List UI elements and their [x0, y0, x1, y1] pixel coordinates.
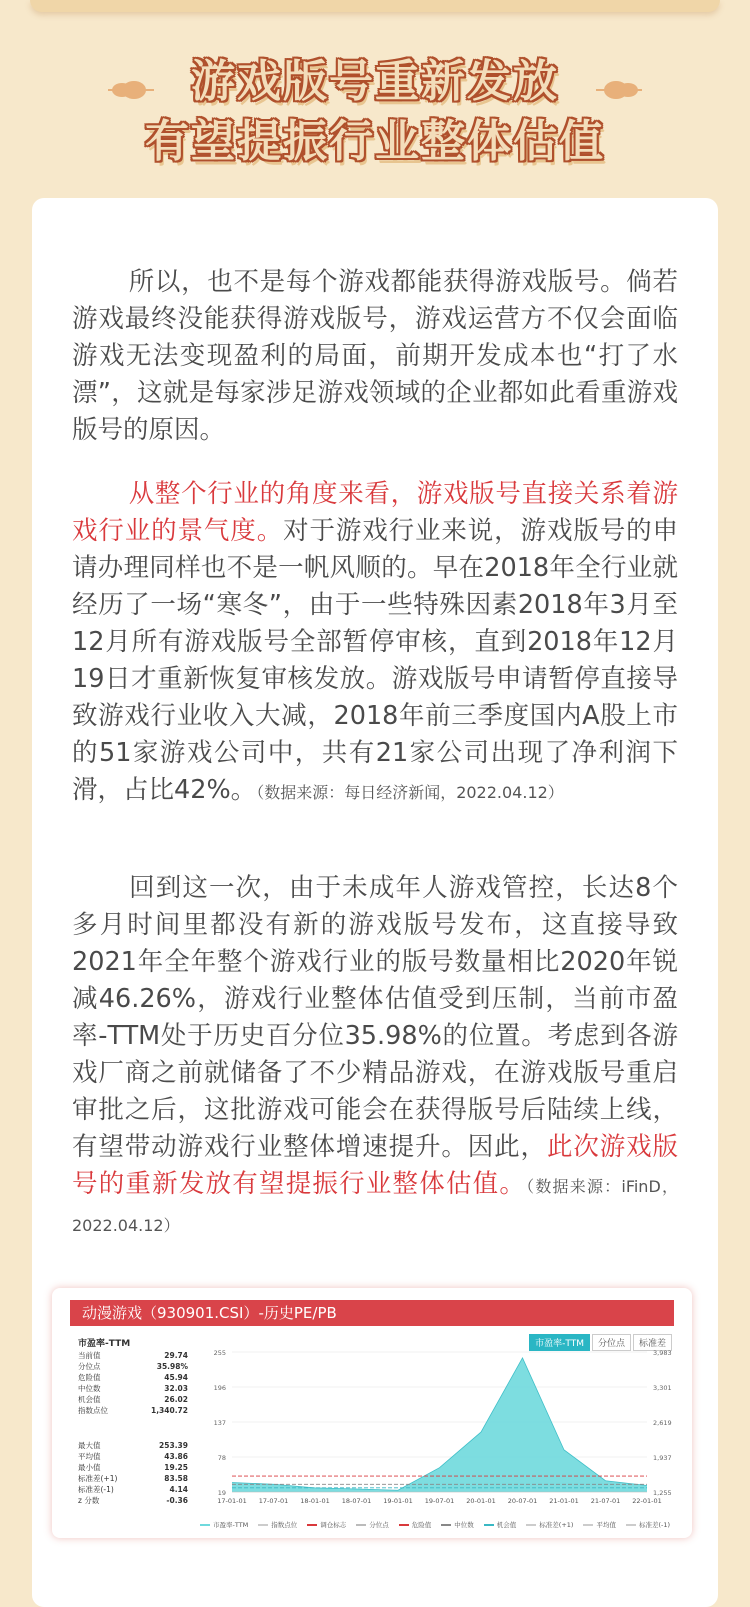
stat-value: 32.03: [164, 1384, 188, 1393]
stat-row: [78, 1495, 188, 1506]
stat-label: 中位数: [78, 1384, 101, 1393]
stat-label: 平均值: [78, 1452, 101, 1461]
stat-value: 43.86: [164, 1452, 188, 1461]
legend-label: 市盈率-TTM: [213, 1521, 249, 1529]
stat-label: 标准差(-1): [78, 1485, 114, 1494]
y-left-tick-label: 19: [217, 1489, 226, 1497]
stats-top: [78, 1350, 188, 1416]
tab-percentile[interactable]: 分位点: [592, 1334, 631, 1351]
y-left-tick-label: 137: [213, 1419, 226, 1427]
x-tick-label: 22-01-01: [632, 1497, 662, 1505]
x-tick-label: 18-07-01: [341, 1497, 372, 1505]
title-line-2: 有望提振行业整体估值: [145, 116, 605, 167]
paragraph-3-body: 回到这一次，由于未成年人游戏管控，长达8个多月时间里都没有新的游戏版号发布，这直接导致2021年全年整个游戏行业的版号数量相比2020年锐减46.26%，游戏行业整体估值受到压制，当前市盈率-TTM处于历史百分位35.98%的位置。考虑到各游戏厂商之前就储备了不少精品游戏，在游戏版号重启审批之后，这批游戏可能会在获得版号后陆续上线，有望带动游戏行业整体增速提升。因此，: [72, 873, 678, 1162]
chart-panel-title: 市盈率-TTM: [78, 1339, 131, 1349]
chart-panel: [52, 1288, 692, 1538]
x-tick-label: 17-07-01: [258, 1497, 289, 1505]
legend-swatch: [307, 1524, 317, 1526]
legend-swatch: [583, 1524, 593, 1526]
paragraph-3-highlight: 此次游戏版号的重新发放有望提振行业整体估值。: [72, 1132, 678, 1199]
stat-label: 当前值: [78, 1351, 101, 1360]
paragraph-1: [72, 264, 678, 449]
legend-item: [484, 1520, 517, 1529]
x-tick-label: 20-07-01: [507, 1497, 538, 1505]
paragraph-2: [72, 476, 678, 811]
legend-label: 调仓标志: [320, 1521, 347, 1529]
legend-item: [441, 1520, 474, 1529]
legend-item: [626, 1520, 670, 1529]
stat-row: [78, 1383, 188, 1394]
stat-value: 19.25: [164, 1463, 188, 1472]
stat-label: 危险值: [78, 1373, 101, 1382]
stat-row: [78, 1462, 188, 1473]
legend-swatch: [441, 1524, 451, 1526]
legend-item: [258, 1520, 297, 1529]
chart-header: 动漫游戏（930901.CSI）-历史PE/PB: [70, 1300, 674, 1326]
legend-swatch: [626, 1524, 636, 1526]
y-right-tick-label: 3,983: [653, 1349, 672, 1357]
stat-row: [78, 1394, 188, 1405]
stat-label: 机会值: [78, 1395, 101, 1404]
x-tick-label: 17-01-01: [217, 1497, 247, 1505]
stat-label: 最小值: [78, 1463, 101, 1472]
x-tick-label: 19-01-01: [383, 1497, 413, 1505]
stat-label: z 分数: [78, 1496, 100, 1505]
y-right-tick-label: 2,619: [653, 1419, 672, 1427]
legend-label: 机会值: [496, 1521, 517, 1529]
page-title: [0, 52, 750, 172]
paragraph-3: [72, 870, 678, 1244]
legend-swatch: [258, 1524, 268, 1526]
x-tick-label: 18-01-01: [300, 1497, 330, 1505]
stat-value: 29.74: [164, 1351, 188, 1360]
paragraph-3-source: （数据来源：iFinD，2022.04.12）: [72, 1177, 678, 1235]
stat-label: 分位点: [78, 1362, 101, 1371]
tab-pe-ttm[interactable]: 市盈率-TTM: [529, 1334, 590, 1351]
content-card: [32, 198, 718, 1607]
paragraph-2-source: （数据来源：每日经济新闻，2022.04.12）: [256, 783, 564, 802]
stat-value: 4.14: [169, 1485, 188, 1494]
x-tick-label: 19-07-01: [424, 1497, 455, 1505]
legend-swatch: [399, 1524, 409, 1526]
paragraph-1-text: 所以，也不是每个游戏都能获得游戏版号。倘若游戏最终没能获得游戏版号，游戏运营方不仅会面临游戏无法变现盈利的局面，前期开发成本也“打了水漂”，这就是每家涉足游戏领域的企业都如此看重游戏版号的原因。: [72, 267, 678, 445]
paragraph-2-body: 对于游戏行业来说，游戏版号的申请办理同样也不是一帆风顺的。早在2018年全行业就经历了一场“寒冬”，由于一些特殊因素2018年3月至12月所有游戏版号全部暂停审核，直到2018年12月19日才重新恢复审核发放。游戏版号申请暂停直接导致游戏行业收入大减，2018年前三季度国内A股上市的51家游戏公司中，共有21家公司出现了净利润下滑，占比42%。: [72, 516, 678, 805]
legend-item: [307, 1520, 346, 1529]
legend-swatch: [356, 1524, 366, 1526]
legend-swatch: [484, 1524, 494, 1526]
legend-label: 标准差(-1): [638, 1521, 670, 1529]
legend-label: 危险值: [411, 1521, 432, 1529]
paragraph-2-highlight: 从整个行业的角度来看，游戏版号直接关系着游戏行业的景气度。: [72, 479, 678, 546]
stats-bottom: [78, 1440, 188, 1506]
y-left-tick-label: 255: [213, 1349, 226, 1357]
stat-row: [78, 1350, 188, 1361]
stat-value: 253.39: [159, 1441, 188, 1450]
stat-label: 指数点位: [78, 1406, 108, 1415]
x-tick-label: 21-01-01: [549, 1497, 579, 1505]
legend-label: 平均值: [596, 1521, 616, 1529]
legend-item: [583, 1520, 616, 1529]
top-band: [30, 0, 720, 12]
legend-label: 中位数: [454, 1521, 474, 1529]
chart-legend: [200, 1520, 680, 1529]
stat-value: 35.98%: [156, 1362, 188, 1371]
stat-label: 最大值: [78, 1441, 101, 1450]
stat-value: 83.58: [164, 1474, 188, 1483]
legend-label: 分位点: [369, 1521, 389, 1529]
pe-area-chart: [192, 1348, 682, 1518]
stat-row: [78, 1405, 188, 1416]
y-left-tick-label: 78: [217, 1454, 226, 1462]
stat-row: [78, 1372, 188, 1383]
title-line-1: 游戏版号重新发放: [191, 56, 559, 107]
stat-value: 1,340.72: [150, 1406, 188, 1415]
x-tick-label: 20-01-01: [466, 1497, 496, 1505]
stat-value: -0.36: [166, 1496, 188, 1505]
stat-label: 标准差(+1): [78, 1474, 118, 1483]
legend-item: [200, 1520, 248, 1529]
stat-row: [78, 1484, 188, 1495]
legend-item: [526, 1520, 573, 1529]
stat-row: [78, 1451, 188, 1462]
y-right-tick-label: 3,301: [653, 1384, 672, 1392]
legend-item: [356, 1520, 389, 1529]
tab-std[interactable]: 标准差: [633, 1334, 672, 1351]
stat-value: 26.02: [164, 1395, 188, 1404]
stat-value: 45.94: [164, 1373, 188, 1382]
x-tick-label: 21-07-01: [590, 1497, 621, 1505]
pe-ttm-area: [232, 1358, 647, 1492]
stat-row: [78, 1440, 188, 1451]
legend-swatch: [526, 1524, 536, 1526]
legend-item: [399, 1520, 432, 1529]
y-left-tick-label: 196: [213, 1384, 226, 1392]
legend-label: 标准差(+1): [539, 1521, 574, 1529]
stat-row: [78, 1473, 188, 1484]
y-right-tick-label: 1,255: [653, 1489, 672, 1497]
stat-row: [78, 1361, 188, 1372]
legend-label: 指数点位: [271, 1521, 298, 1529]
y-right-tick-label: 1,937: [653, 1454, 672, 1462]
legend-swatch: [200, 1524, 210, 1526]
